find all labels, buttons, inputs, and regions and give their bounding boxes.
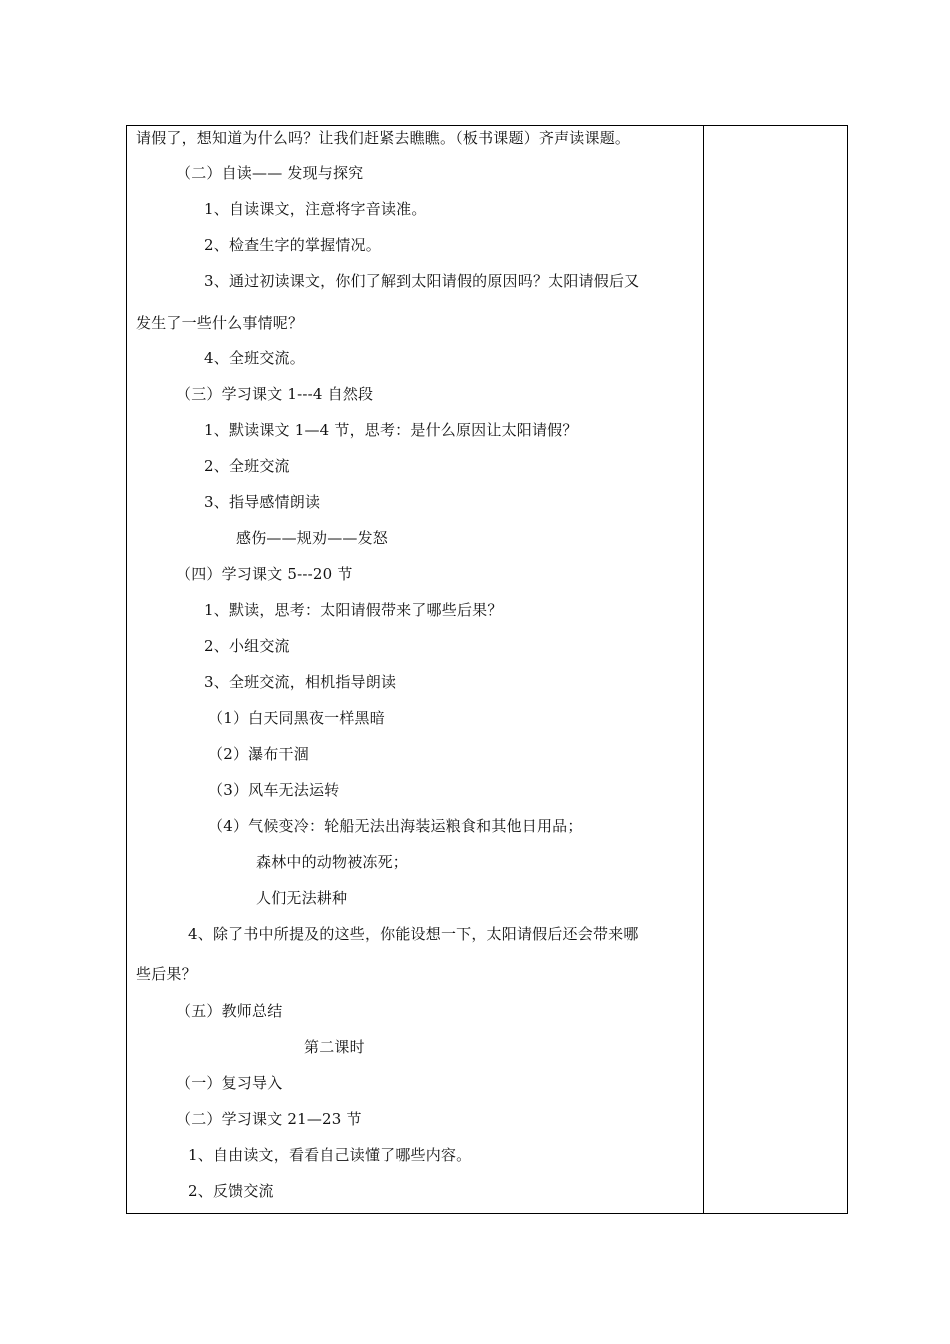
text-line: （4）气候变冷：轮船无法出海装运粮食和其他日用品； [208,817,583,835]
text-line: 2、全班交流 [204,457,290,475]
text-line: 4、除了书中所提及的这些，你能设想一下，太阳请假后还会带来哪 [188,925,639,943]
text-line: 4、全班交流。 [204,349,305,367]
text-line: （2）瀑布干涸 [208,745,309,763]
text-line: 2、检查生字的掌握情况。 [204,236,381,254]
text-line: 1、自读课文，注意将字音读准。 [204,200,427,218]
text-line: 发生了一些什么事情呢？ [136,314,304,332]
text-line: 人们无法耕种 [256,889,348,907]
text-line: （3）风车无法运转 [208,781,340,799]
lesson-period-title: 第二课时 [304,1038,365,1056]
text-line: 1、自由读文，看看自己读懂了哪些内容。 [188,1146,472,1164]
section-heading: （五）教师总结 [176,1002,283,1020]
text-line: 3、指导感情朗读 [204,493,321,511]
text-line: 些后果？ [136,965,197,983]
text-line: 请假了，想知道为什么吗？让我们赶紧去瞧瞧。（板书课题）齐声读课题。 [136,129,631,147]
text-line: 3、全班交流，相机指导朗读 [204,673,397,691]
section-heading: （一）复习导入 [176,1074,283,1092]
text-line: （1）白天同黑夜一样黑暗 [208,709,385,727]
text-line: 1、默读课文 1—4 节，思考：是什么原因让太阳请假？ [204,421,578,439]
notes-cell [704,126,847,1212]
section-heading: （三）学习课文 1---4 自然段 [176,385,374,403]
text-line: 2、反馈交流 [188,1182,274,1200]
section-heading: （二）学习课文 21—23 节 [176,1110,362,1128]
section-heading: （二）自读—— 发现与探究 [176,164,364,182]
text-line: 3、通过初读课文，你们了解到太阳请假的原因吗？太阳请假后又 [204,272,640,290]
text-line: 森林中的动物被冻死； [256,853,409,871]
text-line: 感伤——规劝——发怒 [236,529,389,547]
text-line: 1、默读，思考：太阳请假带来了哪些后果？ [204,601,503,619]
text-line: 2、小组交流 [204,637,290,655]
section-heading: （四）学习课文 5---20 节 [176,565,353,583]
